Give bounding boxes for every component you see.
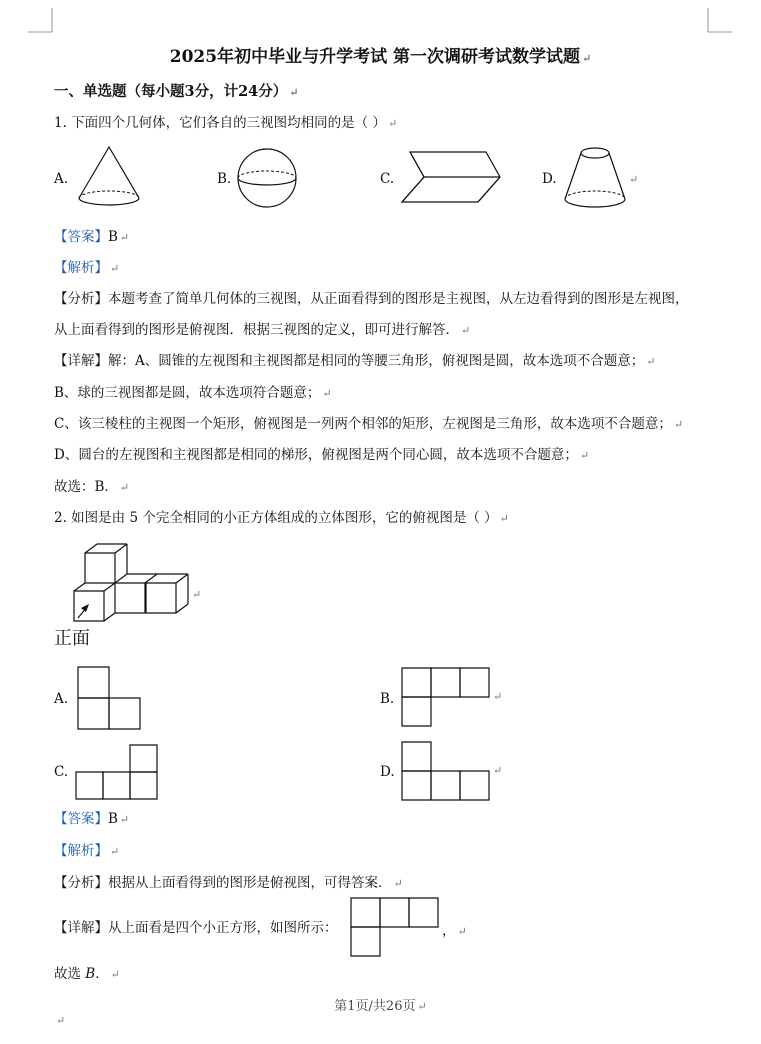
q1-conclusion: 故选：B． ↵ (54, 479, 130, 495)
cube-stack-figure (68, 540, 202, 628)
return-mark: ↵ (56, 1014, 66, 1027)
q2-fenxi: 【分析】根据从上面看得到的图形是俯视图，可得答案． ↵ (54, 875, 403, 891)
q1-stem: 1. 下面四个几何体，它们各自的三视图均相同的是（ ） ↵ (54, 115, 398, 131)
q1-option-c-label: C. (380, 171, 395, 187)
q1-answer: 【答案】B ↵ (54, 229, 130, 245)
q1-option-d-label: D. (542, 171, 557, 187)
return-mark: ↵ (493, 764, 503, 777)
q1-fenxi-line2: 从上面看得到的图形是俯视图．根据三视图的定义，即可进行解答． ↵ (54, 322, 471, 338)
q2-option-c-label: C. (54, 764, 69, 780)
q2-answer: 【答案】B ↵ (54, 811, 130, 827)
q1-detail-a: 【详解】解：A、圆锥的左视图和主视图都是相同的等腰三角形，俯视图是圆，故本选项不合题意； ↵ (54, 353, 656, 369)
q1-analysis-tag: 【解析】 ↵ (54, 260, 120, 276)
triangular-prism-figure (398, 148, 504, 206)
q1-option-a-label: A. (54, 171, 69, 187)
q2-option-b-figure (400, 666, 492, 730)
front-view-label: 正面 (54, 628, 90, 649)
cone-figure (76, 144, 142, 212)
q2-analysis-tag: 【解析】 ↵ (54, 843, 120, 859)
q2-conclusion: 故选 B． ↵ (54, 966, 120, 982)
q1-detail-c: C、该三棱柱的主视图一个矩形，俯视图是一列两个相邻的矩形，左视图是三角形，故本选项不合题意； ↵ (54, 416, 684, 432)
q2-option-d-label: D. (380, 764, 395, 780)
q2-detail-figure (349, 896, 441, 958)
q1-detail-d: D、圆台的左视图和主视图都是相同的梯形，俯视图是两个同心圆，故本选项不合题意； ↵ (54, 447, 590, 463)
q1-detail-b: B、球的三视图都是圆，故本选项符合题意； ↵ (54, 385, 332, 401)
crop-mark-top-left (0, 0, 60, 40)
q2-detail: 【详解】从上面看是四个小正方形，如图所示： (54, 920, 338, 936)
frustum-figure (562, 145, 630, 213)
q2-option-b-label: B. (380, 691, 395, 707)
q2-option-c-figure (74, 743, 160, 801)
sphere-figure (236, 147, 300, 211)
return-mark: ↵ (629, 173, 639, 186)
q2-option-a-label: A. (54, 691, 69, 707)
q1-option-b-label: B. (217, 171, 232, 187)
return-mark: ↵ (493, 690, 503, 703)
q2-stem: 2. 如图是由 5 个完全相同的小正方体组成的立体图形，它的俯视图是（ ） ↵ (54, 510, 509, 526)
page-footer: 第1页/共26页 ↵ (334, 999, 427, 1014)
q2-detail-after: ， ↵ (442, 923, 467, 939)
section-heading: 一、单选题（每小题3分，计24分） ↵ (54, 83, 299, 100)
page-title: 2025年初中毕业与升学考试 第一次调研考试数学试题 ↵ (169, 47, 592, 67)
crop-mark-top-right (700, 0, 761, 40)
q1-fenxi-line1: 【分析】本题考查了简单几何体的三视图，从正面看得到的图形是主视图，从左边看得到的图形是左视图， (54, 291, 689, 307)
q2-option-d-figure (400, 740, 492, 804)
return-mark: ↵ (192, 588, 202, 601)
q2-option-a-figure (76, 665, 144, 733)
